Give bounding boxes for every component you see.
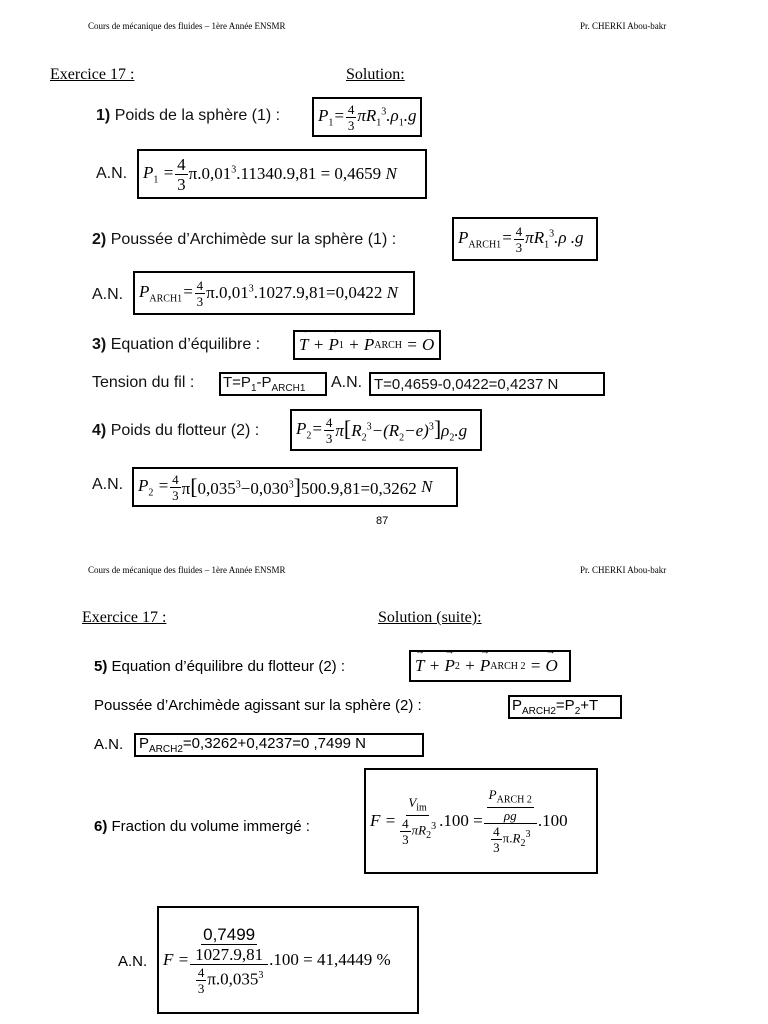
q6-label: 6) Fraction du volume immergé : (94, 818, 310, 835)
q3-label: 3) Equation d’équilibre : (92, 336, 261, 353)
poussee-label: Poussée d’Archimède agissant sur la sphère (2) : (94, 697, 422, 714)
page2-header-left: Cours de mécanique des fluides – 1ère Année ENSMR (88, 565, 286, 575)
page1-exercise-title: Exercice 17 : (50, 66, 135, 83)
q6-formula-box: F = $V_{im}$ $\frac{4}{3}$ $\pi R_2^3$ .100 = $\frac{P_{ARCH 2}}{\rho g}$ $\frac{4}{3}$ $\pi.R_2^3$ .100 (364, 768, 598, 874)
q2-label: 2) Poussée d’Archimède sur la sphère (1) : (92, 231, 397, 248)
q1-label: 1) Poids de la sphère (1) : (96, 107, 281, 124)
tension-an-label: A.N. (331, 374, 363, 391)
page-number: 87 (376, 515, 389, 527)
q2-an-box: $P_{ARCH1}=$ $\frac{4}{3}$ $\pi.0,01^3.1027.9,81=0,0422$ N (133, 271, 415, 315)
q2-an-label: A.N. (92, 286, 124, 303)
page2-header-right: Pr. CHERKI Abou-bakr (580, 565, 667, 575)
tension-formula-box: $T=P_1-P_{ARCH1}$ (219, 372, 327, 396)
page1-solution-title: Solution: (346, 66, 405, 83)
q1-an-label: A.N. (96, 165, 128, 182)
q5-label: 5) Equation d’équilibre du flotteur (2) : (94, 658, 345, 675)
q4-an-label: A.N. (92, 476, 124, 493)
tension-an-box: T=0,4659-0,0422=0,4237 N (369, 372, 605, 396)
q6-an-label: A.N. (118, 953, 148, 970)
poussee-formula-box: $P_{ARCH2}=P_2+T$ (508, 695, 622, 719)
q3-formula-box: → T + → P 1 + → P ARCH = → O (293, 330, 441, 360)
page1-header-right: Pr. CHERKI Abou-bakr (580, 21, 667, 31)
q4-label: 4) Poids du flotteur (2) : (92, 422, 260, 439)
q4-an-box: $P_2$ = $\frac{4}{3}$ $\pi[0,035^3-0,030^3]500.9,81=0,3262$ N (132, 467, 458, 507)
page2-solution-title: Solution (suite): (378, 609, 482, 626)
q1-formula-box: $P_1=$ $\frac{4}{3}$ $\pi R_1^3.\rho_1.g$ (312, 97, 422, 137)
poussee-an-box: $P_{ARCH2}=0,3262+0,4237=0$ ,7499 N (134, 733, 424, 757)
tension-label: Tension du fil : (92, 374, 195, 391)
q6-an-box: F = $\frac{0,7499}{1027.9,81}$ $\frac{4}{3}$ π.0,035$^3$ .100 = 41,4449 % (157, 906, 419, 1014)
page1-header-left: Cours de mécanique des fluides – 1ère Année ENSMR (88, 21, 286, 31)
q2-formula-box: $P_{ARCH1}=$ $\frac{4}{3}$ $\pi R_1^3.\rho$ .g (452, 217, 598, 261)
page2-exercise-title: Exercice 17 : (82, 609, 167, 626)
q4-formula-box: $P_2=$ $\frac{4}{3}$ $\pi[R_2^3-(R_2-e)^3]\rho_2.g$ (290, 409, 482, 451)
q1-an-box: $P_1$ = $\frac{4}{3}$ $\pi.0,01^3.11340.9,81 = 0,4659$ N (137, 149, 427, 199)
poussee-an-label: A.N. (94, 736, 124, 753)
q5-formula-box: → T + → P 2 + → P ARCH 2 = → O (409, 650, 571, 682)
